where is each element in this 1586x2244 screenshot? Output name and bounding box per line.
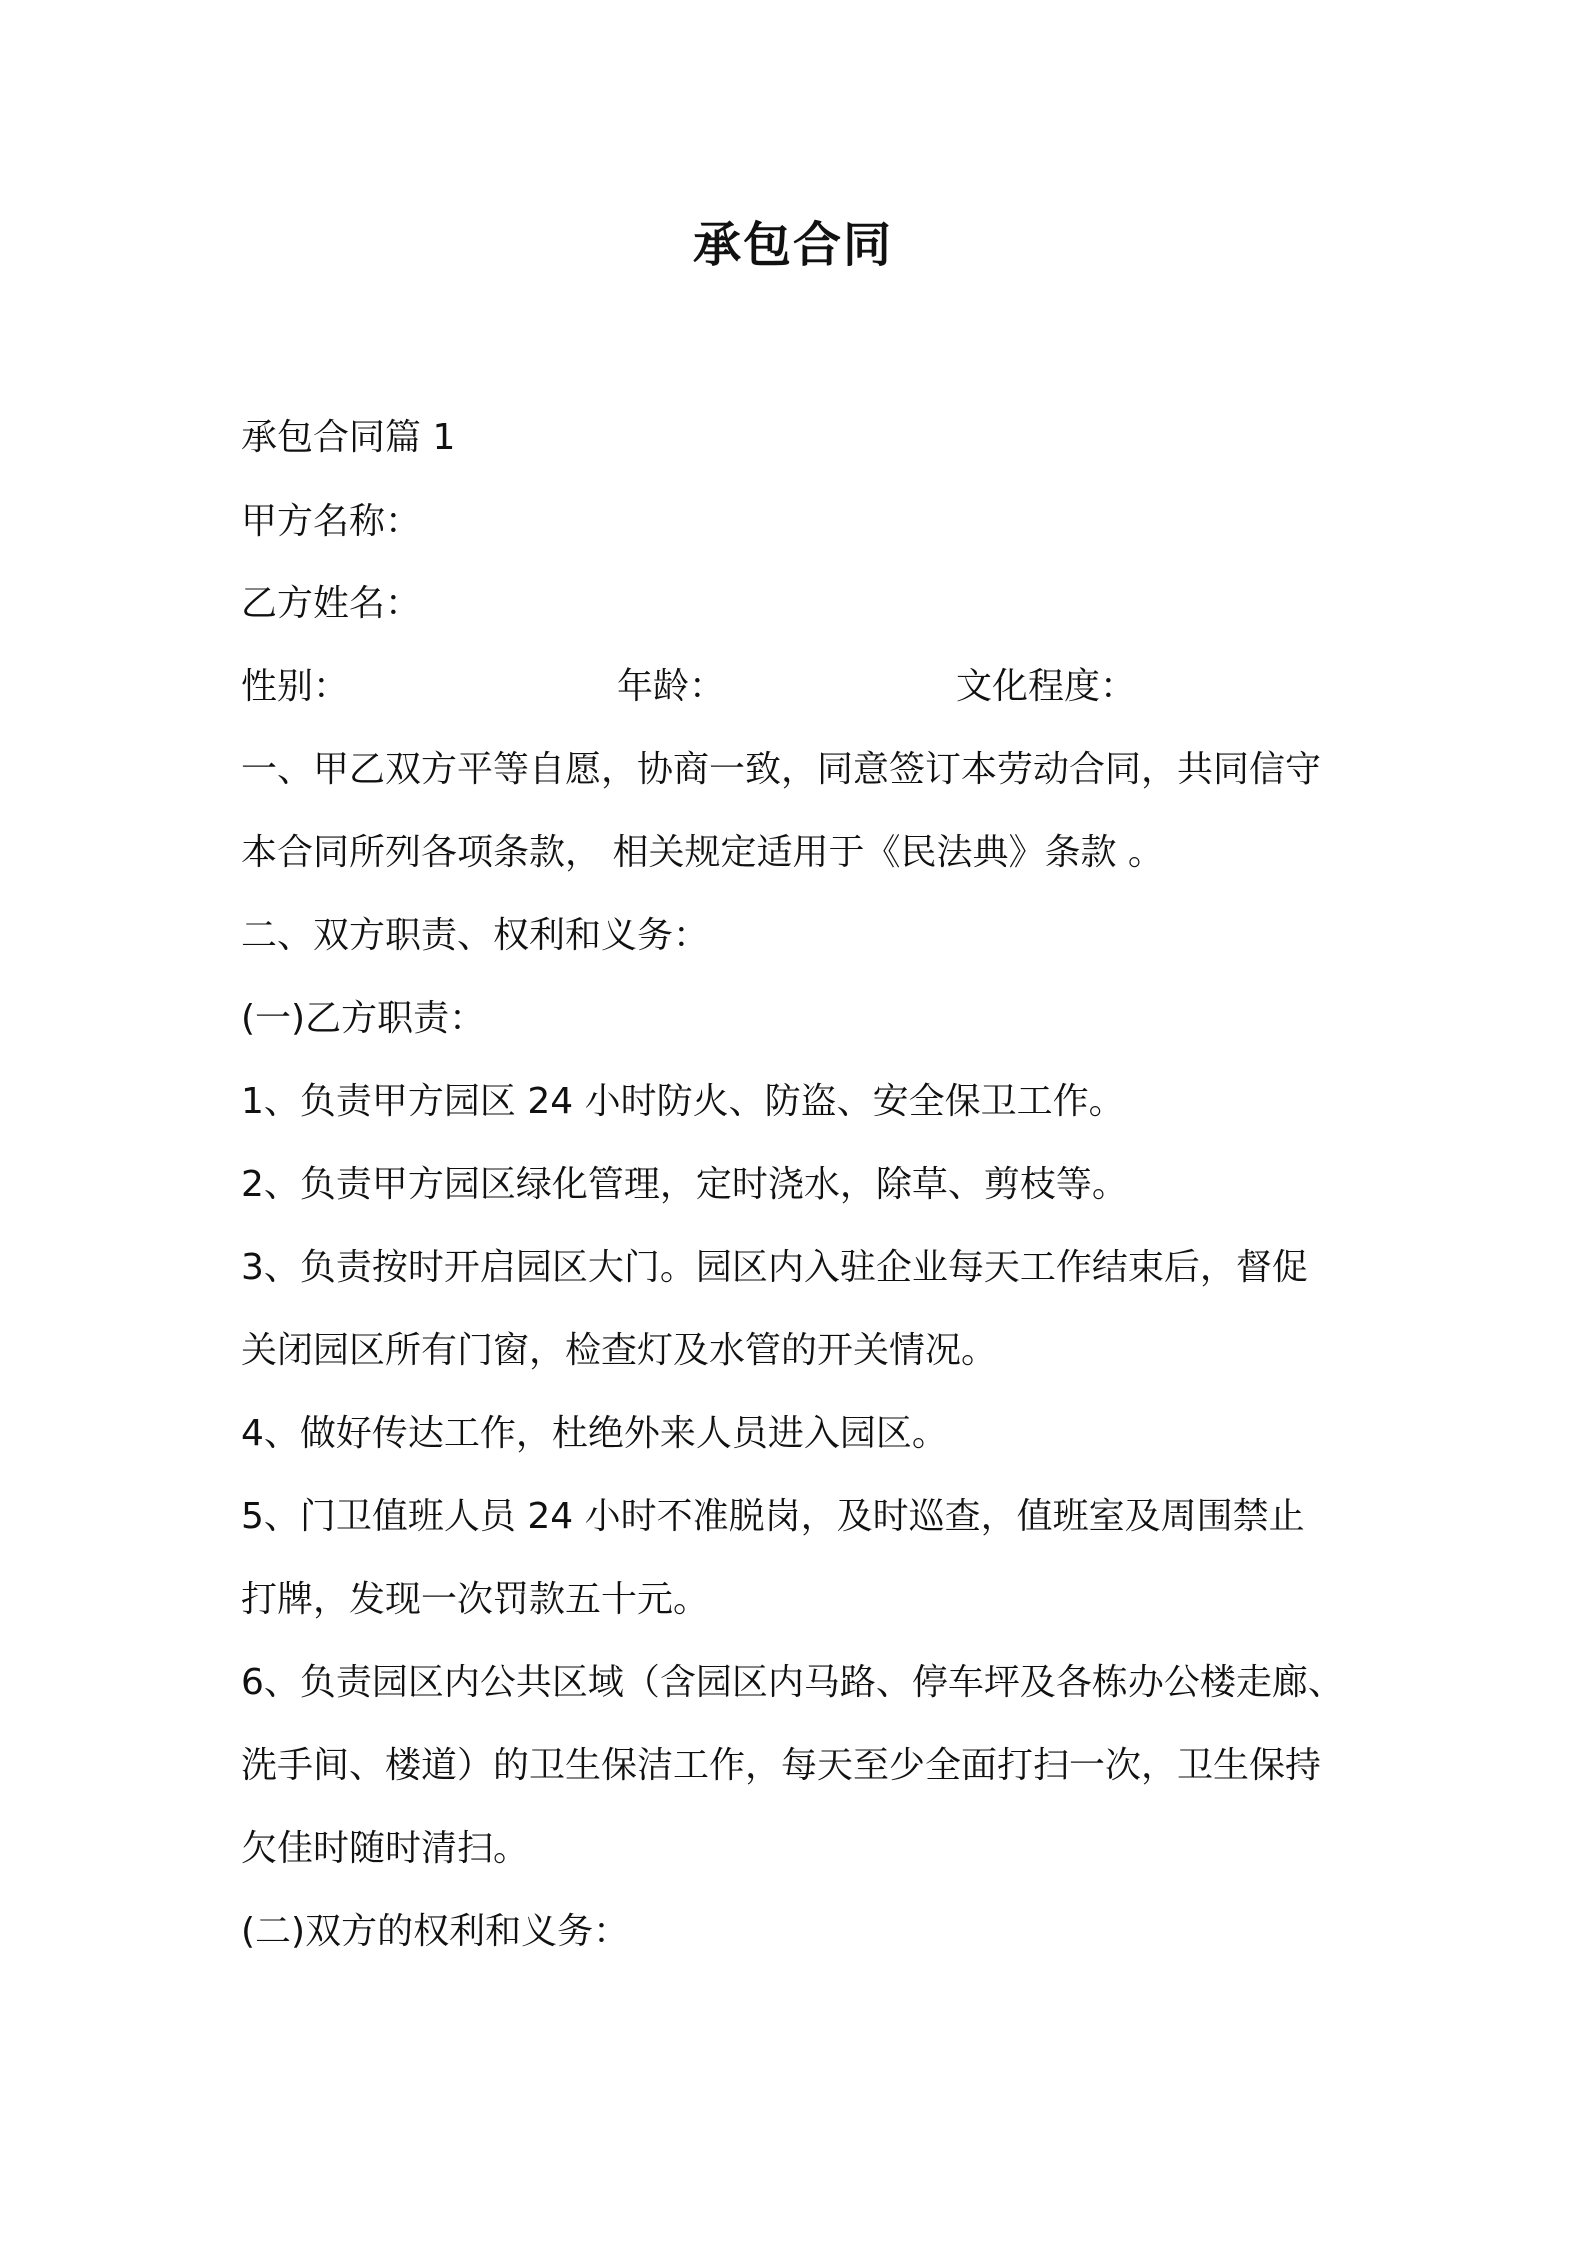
clause-item: 2、负责甲方园区绿化管理，定时浇水，除草、剪枝等。 xyxy=(241,1164,1128,1205)
clause-subheading: (二)双方的权利和义务： xyxy=(241,1911,630,1952)
clause-heading: 二、双方职责、权利和义务： xyxy=(241,915,710,956)
clause-item: 1、负责甲方园区 24 小时防火、防盗、安全保卫工作。 xyxy=(241,1081,1125,1122)
party-a-label: 甲方名称： xyxy=(241,501,422,542)
clause-item-continued: 欠佳时随时清扫。 xyxy=(241,1828,530,1869)
section-heading: 承包合同篇 1 xyxy=(241,417,456,458)
clause-item-continued: 关闭园区所有门窗，检查灯及水管的开关情况。 xyxy=(241,1330,998,1371)
clause-item-continued: 洗手间、楼道）的卫生保洁工作，每天至少全面打扫一次，卫生保持 xyxy=(241,1745,1322,1786)
age-label: 年龄： xyxy=(617,666,726,707)
clause-subheading: (一)乙方职责： xyxy=(241,998,486,1039)
clause-item: 3、负责按时开启园区大门。园区内入驻企业每天工作结束后，督促 xyxy=(241,1247,1308,1288)
clause-item: 5、门卫值班人员 24 小时不准脱岗，及时巡查，值班室及周围禁止 xyxy=(241,1496,1305,1537)
clause-line: 本合同所列各项条款， 相关规定适用于《民法典》条款 。 xyxy=(241,832,1164,873)
gender-label: 性别： xyxy=(241,666,350,707)
clause-item: 6、负责园区内公共区域（含园区内马路、停车坪及各栋办公楼走廊、 xyxy=(241,1662,1344,1703)
clause-line: 一、甲乙双方平等自愿，协商一致，同意签订本劳动合同，共同信守 xyxy=(241,749,1322,790)
party-b-label: 乙方姓名： xyxy=(241,583,422,624)
clause-item-continued: 打牌，发现一次罚款五十元。 xyxy=(241,1579,710,1620)
clause-item: 4、做好传达工作，杜绝外来人员进入园区。 xyxy=(241,1413,948,1454)
document-title: 承包合同 xyxy=(692,217,893,273)
education-label: 文化程度： xyxy=(956,666,1137,707)
